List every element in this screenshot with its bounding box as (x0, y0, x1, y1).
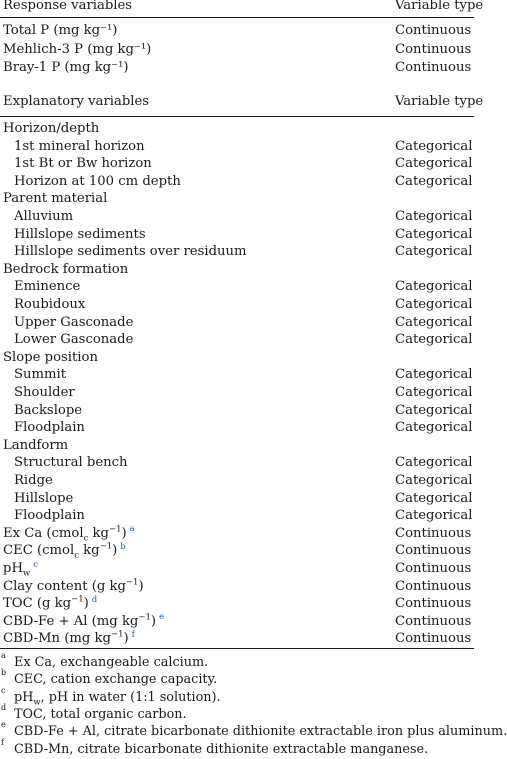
group-item-row (0, 472, 474, 489)
label-text: CBD-Mn (mg kg (3, 631, 111, 647)
continuous-row (0, 542, 474, 562)
footnote-mark: c (1, 685, 6, 695)
superscript: −1 (110, 630, 124, 640)
variable-type: Continuous (395, 543, 472, 559)
subscript: c (74, 551, 79, 562)
group-title: Slope position (3, 349, 98, 365)
group-item-row (0, 278, 474, 295)
group-title: Horizon/depth (3, 121, 100, 136)
variable-type: Continuous (395, 41, 472, 57)
variable-type: Categorical (395, 138, 473, 154)
label-text: CBD-Fe + Al (mg kg (3, 613, 139, 629)
variable-label: Total P (mg kg⁻¹) (3, 23, 118, 38)
group-item-row (0, 226, 474, 243)
variable-type: Categorical (395, 508, 473, 524)
superscript: −1 (125, 577, 139, 588)
group-item-row (0, 384, 474, 401)
section-rule (0, 116, 474, 117)
variable-type: Categorical (395, 209, 473, 224)
footnote-text (14, 655, 208, 671)
variable-label: Structural bench (14, 455, 128, 471)
explanatory-header-label: Explanatory variables (3, 94, 150, 109)
variable-type: Categorical (395, 455, 473, 471)
footnote (0, 651, 474, 671)
table-bottom-rule (0, 648, 474, 649)
continuous-row (0, 560, 474, 577)
footnote-text (14, 742, 428, 758)
variable-label: Hillslope sediments (14, 226, 146, 242)
superscript: −1 (71, 594, 84, 605)
footnote (0, 702, 474, 723)
label-text: pH (3, 561, 23, 576)
label-text: ) (138, 578, 144, 594)
variable-label: Bray-1 P (mg kg⁻¹) (3, 60, 129, 75)
group-title-row (0, 261, 474, 278)
group-item-row (0, 454, 474, 471)
variable-type: Categorical (395, 173, 473, 189)
variable-type: Categorical (395, 314, 473, 330)
footnote-text-part: , pH in water (1:1 solution). (40, 689, 221, 705)
group-item-row (0, 173, 474, 190)
footnote (0, 720, 507, 740)
variable-type: Categorical (395, 332, 473, 348)
continuous-row (0, 595, 474, 612)
group-title: Bedrock formation (3, 261, 129, 277)
group-item-row (0, 314, 474, 331)
continuous-row (0, 525, 474, 542)
footnote-text-part: Ex Ca, exchangeable calcium. (14, 655, 209, 670)
continuous-row (0, 613, 474, 630)
footnote-ref-link[interactable]: e (159, 612, 165, 623)
variable-label: Lower Gasconade (14, 332, 134, 348)
variable-type: Categorical (395, 420, 473, 436)
variable-label: Shoulder (14, 385, 75, 400)
label-text: Clay content (g kg (3, 578, 126, 594)
label-text: ) (123, 631, 129, 647)
label-text: ) (112, 543, 118, 559)
footnote-text-part: pH (14, 689, 34, 705)
footnote-mark: b (1, 668, 7, 678)
group-item-row (0, 155, 474, 172)
variable-label: Hillslope (14, 490, 74, 506)
label-text: TOC (g kg (3, 596, 72, 612)
label-text: kg (88, 525, 109, 541)
footnote-ref-link[interactable]: a (129, 524, 135, 535)
variable-label (3, 578, 144, 595)
variable-label (3, 542, 126, 562)
group-item-row (0, 402, 474, 419)
footnote-ref-link[interactable]: c (33, 559, 38, 570)
label-text: ) (83, 596, 89, 612)
variable-type: Categorical (395, 385, 473, 400)
response-header-type: Variable type (395, 0, 484, 13)
variable-type: Continuous (395, 561, 472, 576)
continuous-row (0, 578, 474, 595)
footnote-text (14, 690, 221, 706)
group-title-row (0, 437, 474, 454)
variable-label: Summit (14, 367, 67, 383)
footnote-text (14, 672, 217, 688)
variable-type: Continuous (395, 596, 472, 612)
footnote-ref-link[interactable]: f (131, 630, 135, 640)
footnote-text-part: CEC, cation exchange capacity. (14, 672, 218, 688)
variable-type: Categorical (395, 244, 473, 260)
variable-label: Eminence (14, 279, 81, 295)
footnote-ref-link[interactable]: d (91, 594, 98, 605)
group-title-row (0, 349, 474, 366)
group-item-row (0, 490, 474, 507)
group-title-row (0, 120, 474, 137)
variable-label (3, 560, 38, 577)
label-text: kg (78, 543, 100, 559)
subscript: w (22, 568, 31, 579)
response-header-row (0, 0, 484, 14)
footnote (0, 685, 474, 708)
group-item-row (0, 366, 474, 383)
variable-label: Alluvium (14, 209, 74, 224)
group-item-row (0, 208, 474, 225)
response-row (0, 22, 474, 39)
variable-type: Categorical (395, 279, 473, 295)
footnote-mark: a (1, 651, 6, 660)
footnote-mark: d (1, 702, 7, 712)
footnote-text (14, 724, 507, 740)
superscript: −1 (99, 542, 113, 552)
superscript: −1 (108, 524, 122, 535)
group-title: Landform (3, 437, 69, 453)
group-title: Parent material (3, 191, 108, 207)
footnote (0, 737, 474, 758)
variable-type: Categorical (395, 473, 473, 488)
variable-type: Categorical (395, 297, 473, 312)
variable-label: 1st Bt or Bw horizon (14, 156, 152, 172)
group-item-row (0, 138, 474, 155)
variable-type: Continuous (395, 525, 472, 541)
variable-label: Horizon at 100 cm depth (14, 173, 181, 189)
response-row (0, 41, 474, 58)
group-item-row (0, 331, 474, 348)
explanatory-header-row (0, 93, 484, 110)
variable-type: Continuous (395, 60, 472, 75)
variable-label: Floodplain (14, 508, 85, 524)
variable-label: 1st mineral horizon (14, 138, 145, 154)
variable-type: Categorical (395, 156, 473, 172)
variable-type: Continuous (395, 631, 472, 647)
variable-type: Categorical (395, 367, 473, 383)
continuous-row (0, 630, 474, 647)
group-item-row (0, 296, 474, 313)
footnote-ref-link[interactable]: b (120, 542, 126, 552)
label-text: Ex Ca (cmol (3, 525, 84, 541)
label-text: ) (150, 613, 157, 629)
variable-type: Continuous (395, 578, 472, 594)
variable-type: Continuous (395, 23, 472, 38)
variable-label: Upper Gasconade (14, 314, 134, 330)
explanatory-header-type: Variable type (395, 94, 484, 109)
variable-label: Backslope (14, 402, 83, 418)
group-item-row (0, 243, 474, 260)
group-title-row (0, 190, 474, 207)
superscript: −1 (138, 612, 151, 623)
variable-label (3, 595, 97, 612)
footnote-text (14, 707, 187, 723)
variable-type: Continuous (395, 613, 472, 629)
response-row (0, 59, 474, 76)
label-text: ) (121, 525, 127, 541)
variable-label (3, 613, 164, 630)
group-item-row (0, 507, 474, 524)
footnote-mark: e (1, 720, 6, 730)
variable-type: Categorical (395, 490, 473, 506)
variable-label: Roubidoux (14, 297, 86, 312)
variable-label (3, 525, 135, 542)
variable-label: Ridge (14, 473, 53, 488)
header-rule (0, 17, 474, 18)
response-header-label: Response variables (3, 0, 133, 13)
footnote-text-part: CBD-Fe + Al, citrate bicarbonate dithionite extractable iron plus aluminum. (14, 724, 507, 740)
subscript: w (33, 697, 41, 708)
footnote (0, 668, 474, 688)
footnote-mark: f (1, 737, 4, 747)
subscript: c (83, 533, 89, 544)
variable-label (3, 630, 135, 647)
footnote-text-part: TOC, total organic carbon. (14, 706, 187, 722)
footnote-text-part: CBD-Mn, citrate bicarbonate dithionite extractable manganese. (14, 741, 429, 757)
label-text: CEC (cmol (3, 543, 75, 559)
group-item-row (0, 419, 474, 436)
variable-label: Floodplain (14, 420, 85, 436)
variable-label: Mehlich-3 P (mg kg⁻¹) (3, 41, 152, 57)
variable-type: Categorical (395, 226, 473, 242)
variable-label: Hillslope sediments over residuum (14, 244, 247, 260)
variable-type: Categorical (395, 402, 473, 418)
